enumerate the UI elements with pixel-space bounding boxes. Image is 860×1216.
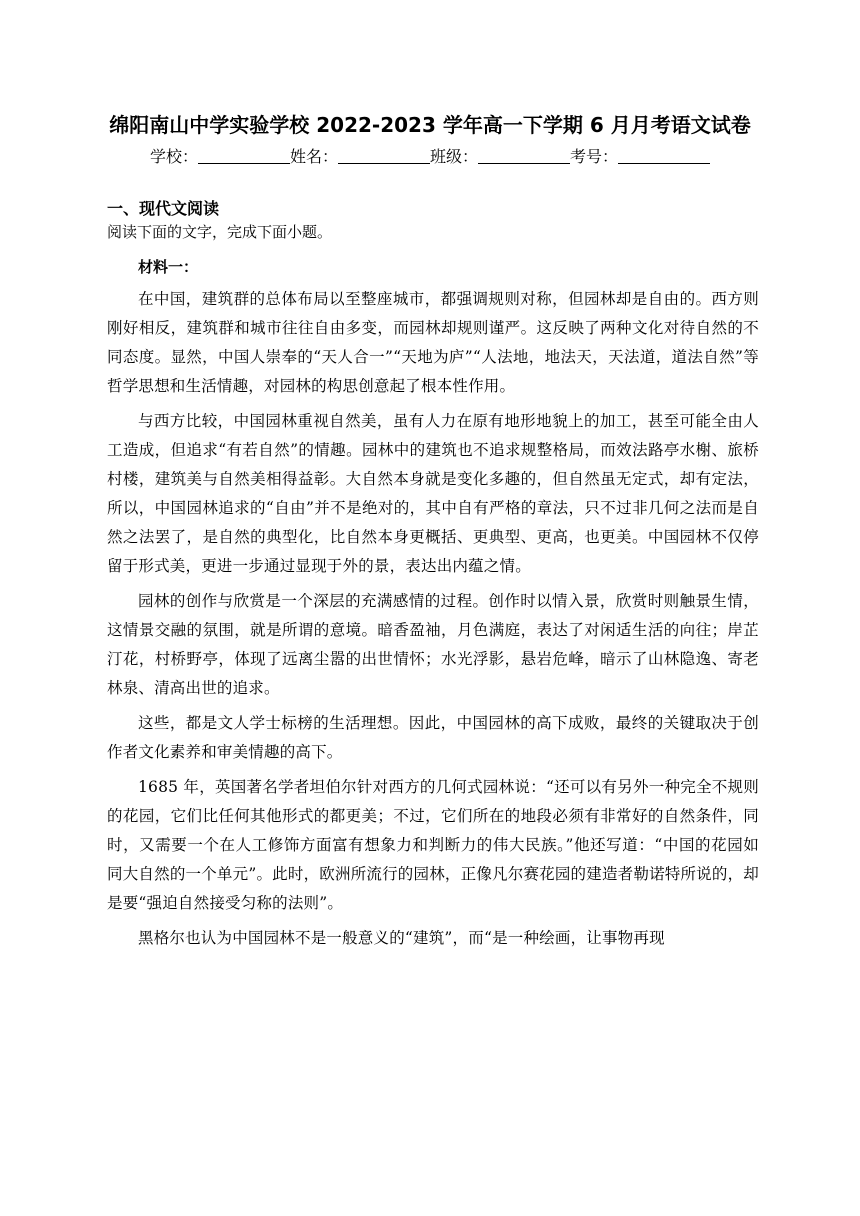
passage-paragraph: 1685 年，英国著名学者坦伯尔针对西方的几何式园林说：“还可以有另外一种完全不规则的花园，它们比任何其他形式的都更美；不过，它们所在的地段必须有非常好的自然条件，同时，又需要一个在人工修饰方面富有想象力和判断力的伟大民族。”他还写道：“中国的花园如同大自然的一个单元”。此时，欧洲所流行的园林，正像凡尔赛花园的建造者勒诺特所说的，却是要“强迫自然接受匀称的法则”。 <box>107 778 759 912</box>
class-blank[interactable] <box>478 147 570 164</box>
class-label: 班级： <box>430 147 479 166</box>
passage-paragraph: 与西方比较，中国园林重视自然美，虽有人力在原有地形地貌上的加工，甚至可能全由人工造成，但追求“有若自然”的情趣。园林中的建筑也不追求规整格局，而效法路亭水榭、旅桥村楼，建筑美与自然美相得益彰。大自然本身就是变化多趣的，但自然虽无定式，却有定法，所以，中国园林追求的“自由”并不是绝对的，其中自有严格的章法，只不过非几何之法而是自然之法罢了，是自然的典型化，比自然本身更概括、更典型、更高，也更美。中国园林不仅停留于形式美，更进一步通过显现于外的景，表达出内蕴之情。 <box>107 412 759 575</box>
student-info-line <box>0 146 860 168</box>
school-blank[interactable] <box>198 147 290 164</box>
section-heading: 一、现代文阅读 <box>107 199 220 218</box>
passage-paragraph: 园林的创作与欣赏是一个深层的充满感情的过程。创作时以情入景，欣赏时则触景生情，这情景交融的氛围，就是所谓的意境。暗香盈袖，月色满庭，表达了对闲适生活的向往；岸芷汀花，村桥野亭，体现了远离尘嚣的出世情怀；水光浮影，悬岩危峰，暗示了山林隐逸、寄老林泉、清高出世的追求。 <box>107 592 759 697</box>
passage-paragraph: 这些，都是文人学士标榜的生活理想。因此，中国园林的高下成败，最终的关键取决于创作者文化素养和审美情趣的高下。 <box>107 714 759 761</box>
reading-passage <box>107 285 759 959</box>
class-field <box>430 146 570 168</box>
name-blank[interactable] <box>338 147 430 164</box>
passage-paragraph: 黑格尔也认为中国园林不是一般意义的“建筑”，而“是一种绘画，让事物再现 <box>138 929 665 947</box>
name-field <box>290 146 430 168</box>
exam-number-field <box>570 146 710 168</box>
school-label: 学校： <box>149 147 198 166</box>
exam-number-blank[interactable] <box>618 147 710 164</box>
passage-paragraph: 在中国，建筑群的总体布局以至整座城市，都强调规则对称，但园林却是自由的。西方则刚好相反，建筑群和城市往往自由多变，而园林却规则谨严。这反映了两种文化对待自然的不同态度。显然，中国人崇奉的“天人合一”“天地为庐”“人法地，地法天，天法道，道法自然”等哲学思想和生活情趣，对园林的构思创意起了根本性作用。 <box>107 290 759 395</box>
reading-instruction: 阅读下面的文字，完成下面小题。 <box>107 223 333 241</box>
exam-title: 绵阳南山中学实验学校 2022-2023 学年高一下学期 6 月月考语文试卷 <box>109 113 751 137</box>
exam-number-label: 考号： <box>570 147 619 166</box>
school-field <box>150 146 290 168</box>
name-label: 姓名： <box>289 147 338 166</box>
material-label: 材料一： <box>138 258 199 276</box>
